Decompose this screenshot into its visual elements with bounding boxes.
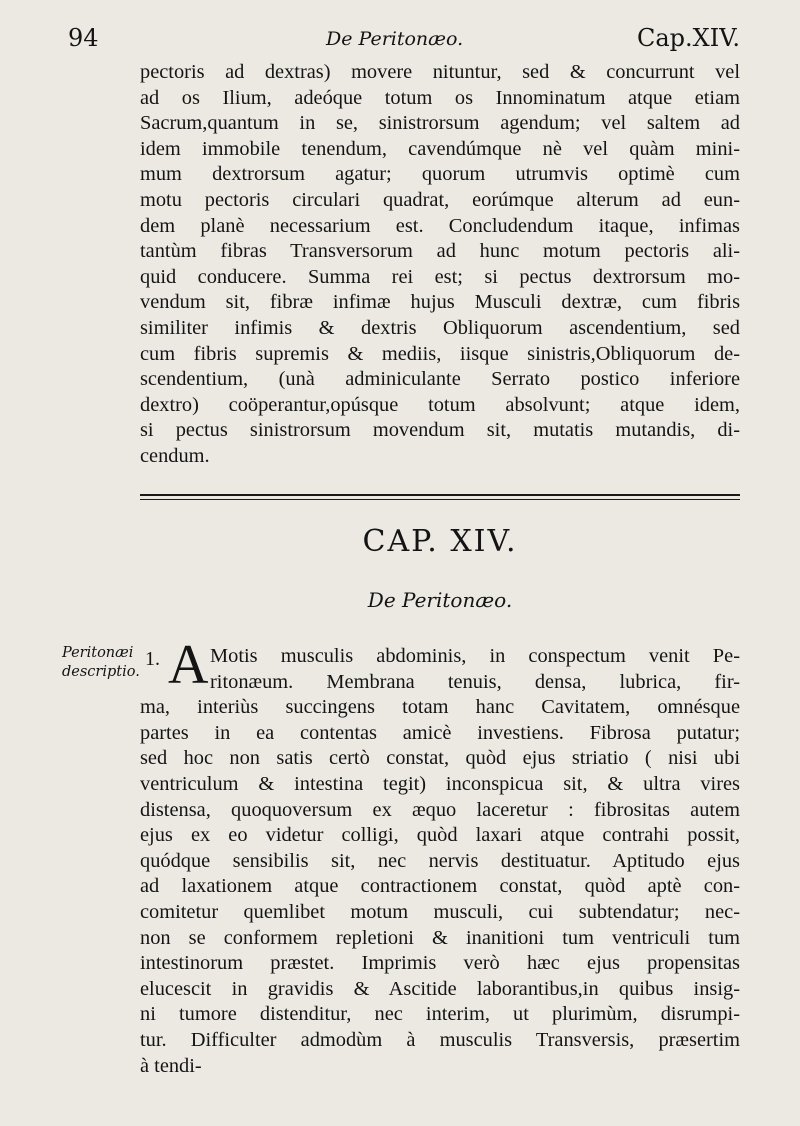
text-line: elucescit in gravidis & Ascitide laborantibus,in quibus insig- xyxy=(140,977,740,1000)
text-line: tur. Difficulter admodùm à musculis Transversis, præsertim xyxy=(140,1028,740,1051)
text-line: partes in ea contentas amicè investiens. Fibrosa putatur; xyxy=(140,721,740,744)
chapter-reference: Cap.XIV. xyxy=(637,24,740,52)
margin-note: Peritonæi descriptio. xyxy=(62,645,140,680)
chapter-heading: CAP. XIV. xyxy=(362,524,518,559)
text-line: motu pectoris circulari quadrat, eorúmque alterum ad eun- xyxy=(140,188,740,211)
text-line: scendentium, (unà adminiculante Serrato postico inferiore xyxy=(140,368,740,391)
text-line: ad os Ilium, adeóque totum os Innominatum atque etiam xyxy=(140,86,740,109)
text-line: mum dextrorsum agatur; quorum utrumvis optimè cum xyxy=(140,163,740,186)
text-line: quódque sensibilis sit, nec nervis destituatur. Aptitudo ejus xyxy=(140,849,740,872)
text-line: distensa, quoquoversum ex æquo laceretur : fibrositas autem xyxy=(140,798,740,821)
chapter-divider-rule xyxy=(140,494,740,496)
paragraph-previous-chapter xyxy=(140,60,740,470)
text-line: ad laxationem atque contractionem constat, quòd aptè con- xyxy=(140,875,740,898)
text-line: similiter infimis & dextris Obliquorum ascendentium, sed xyxy=(140,316,740,339)
page-number: 94 xyxy=(68,24,99,52)
text-line: ma, interiùs succingens totam hanc Cavitatem, omnésque xyxy=(140,696,740,719)
text-line: comitetur quemlibet motum musculi, cui subtendatur; nec- xyxy=(140,900,740,923)
text-line: vendum sit, fibræ infimæ hujus Musculi dextræ, cum fibris xyxy=(140,291,740,314)
text-line: idem immobile tenendum, cavendúmque nè vel quàm mini- xyxy=(140,137,740,160)
text-line: pectoris ad dextras) movere nituntur, sed & concurrunt vel xyxy=(140,61,740,83)
text-line: quid conducere. Summa rei est; si pectus dextrorsum mo- xyxy=(140,265,740,288)
text-line: ventriculum & intestina tegit) inconspicua sit, & ultra vires xyxy=(140,772,740,795)
text-line: à tendi- xyxy=(140,1054,202,1077)
text-line: ritonæum. Membrana tenuis, densa, lubrica, fir- xyxy=(210,670,740,693)
text-line: sed hoc non satis certò constat, quòd ejus striatio ( nisi ubi xyxy=(140,747,740,770)
text-line: dem planè necessarium est. Concludendum itaque, infimas xyxy=(140,214,740,237)
chapter-divider-rule-thin xyxy=(140,499,740,500)
running-header xyxy=(68,22,740,62)
drop-cap: A xyxy=(168,634,209,696)
section-number: 1. xyxy=(145,648,160,670)
text-line: cum fibris supremis & mediis, iisque sinistris,Obliquorum de- xyxy=(140,342,740,365)
text-line: si pectus sinistrorsum movendum sit, mutatis mutandis, di- xyxy=(140,419,740,442)
text-line: dextro) coöperantur,opúsque totum absolvunt; atque idem, xyxy=(140,393,740,416)
text-line: tantùm fibras Transversorum ad hunc motum pectoris ali- xyxy=(140,240,740,263)
running-title: De Peritonæo. xyxy=(326,28,464,50)
chapter-subtitle: De Peritonæo. xyxy=(367,588,513,612)
text-line: Sacrum,quantum in se, sinistrorsum agendum; vel saltem ad xyxy=(140,112,740,135)
text-line: Motis musculis abdominis, in conspectum venit Pe- xyxy=(210,645,740,667)
text-line: cendum. xyxy=(140,444,210,467)
text-line: intestinorum præstet. Imprimis verò hæc ejus propensitas xyxy=(140,952,740,975)
paragraph-section-1 xyxy=(140,644,740,1079)
text-line: ejus ex eo videtur colligi, quòd laxari atque contrahi possit, xyxy=(140,824,740,847)
text-line: non se conformem repletioni & inanitioni tum ventriculi tum xyxy=(140,926,740,949)
text-line: ni tumore distenditur, nec interim, ut plurimùm, disrumpi- xyxy=(140,1003,740,1026)
